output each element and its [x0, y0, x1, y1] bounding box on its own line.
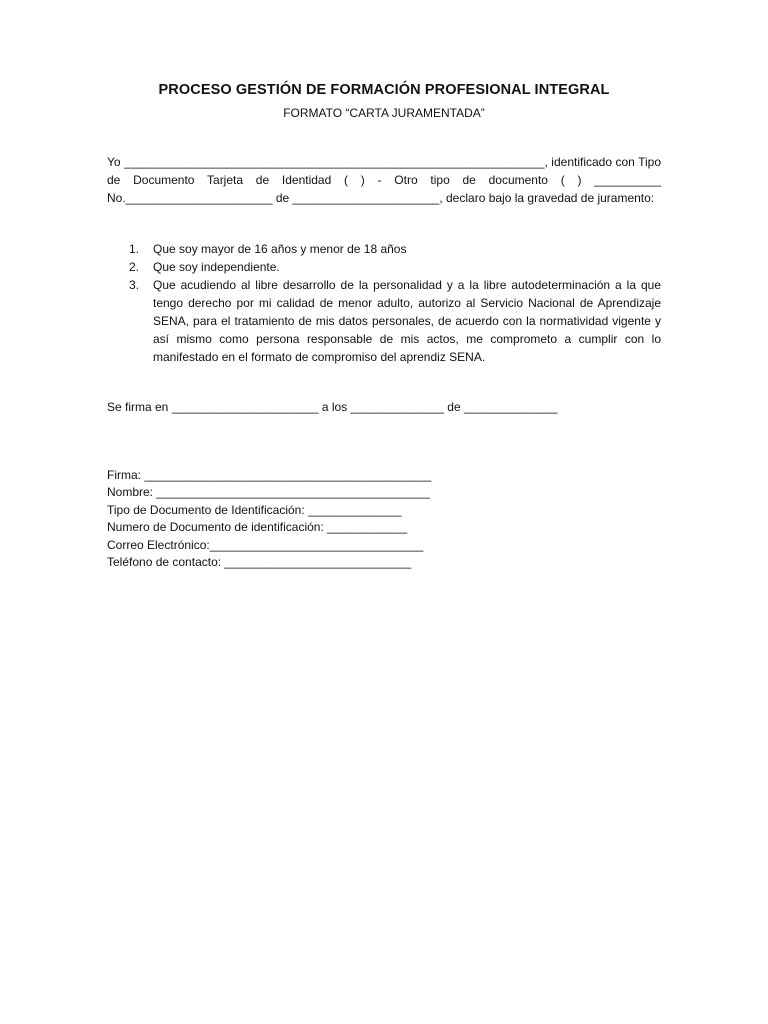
phone-field: Teléfono de contacto: ____________________________ — [107, 555, 412, 570]
declaration-list — [107, 240, 661, 366]
list-item — [107, 258, 661, 276]
list-item-text: Que soy independiente. — [153, 260, 280, 274]
document-title: PROCESO GESTIÓN DE FORMACIÓN PROFESIONAL INTEGRAL — [158, 82, 610, 98]
document-type-field: Tipo de Documento de Identificación: ______________ — [107, 502, 402, 517]
signature-place-date: Se firma en ______________________ a los ______________ de ______________ — [107, 400, 558, 414]
list-item — [107, 240, 661, 258]
list-item — [107, 276, 661, 366]
name-field: Nombre: _________________________________________ — [107, 485, 430, 500]
list-item-text: Que soy mayor de 16 años y menor de 18 años — [153, 242, 407, 256]
signature-field: Firma: ___________________________________________ — [107, 468, 432, 482]
list-item-text: Que acudiendo al libre desarrollo de la personalidad y a la libre autodeterminación a la que tengo derecho por mi calidad de menor adulto, autorizo al Servicio Nacional de Aprendizaje SENA, para el tratamiento de mis datos personales, de acuerdo con la normatividad vigente y así mismo como persona responsable de mis actos, me comprometo a cumplir con lo manifestado en el formato de compromiso del aprendiz SENA. — [153, 278, 661, 364]
list-item-number: 2. — [129, 260, 140, 274]
document-number-field: Numero de Documento de identificación: ____________ — [107, 520, 408, 535]
intro-paragraph: Yo _______________________________________________________________, identificado con Tipo de Documento Tarjeta de Identidad ( ) - Otro tipo de documento ( ) __________ No.______________________ de ______________________, declaro bajo la gravedad de juramento: — [107, 155, 661, 205]
list-item-number: 1. — [129, 242, 140, 256]
signature-fields — [107, 467, 661, 571]
email-field: Correo Electrónico:________________________________ — [107, 537, 424, 552]
document-subtitle: FORMATO “CARTA JURAMENTADA” — [283, 106, 485, 120]
list-item-number: 3. — [129, 278, 140, 292]
